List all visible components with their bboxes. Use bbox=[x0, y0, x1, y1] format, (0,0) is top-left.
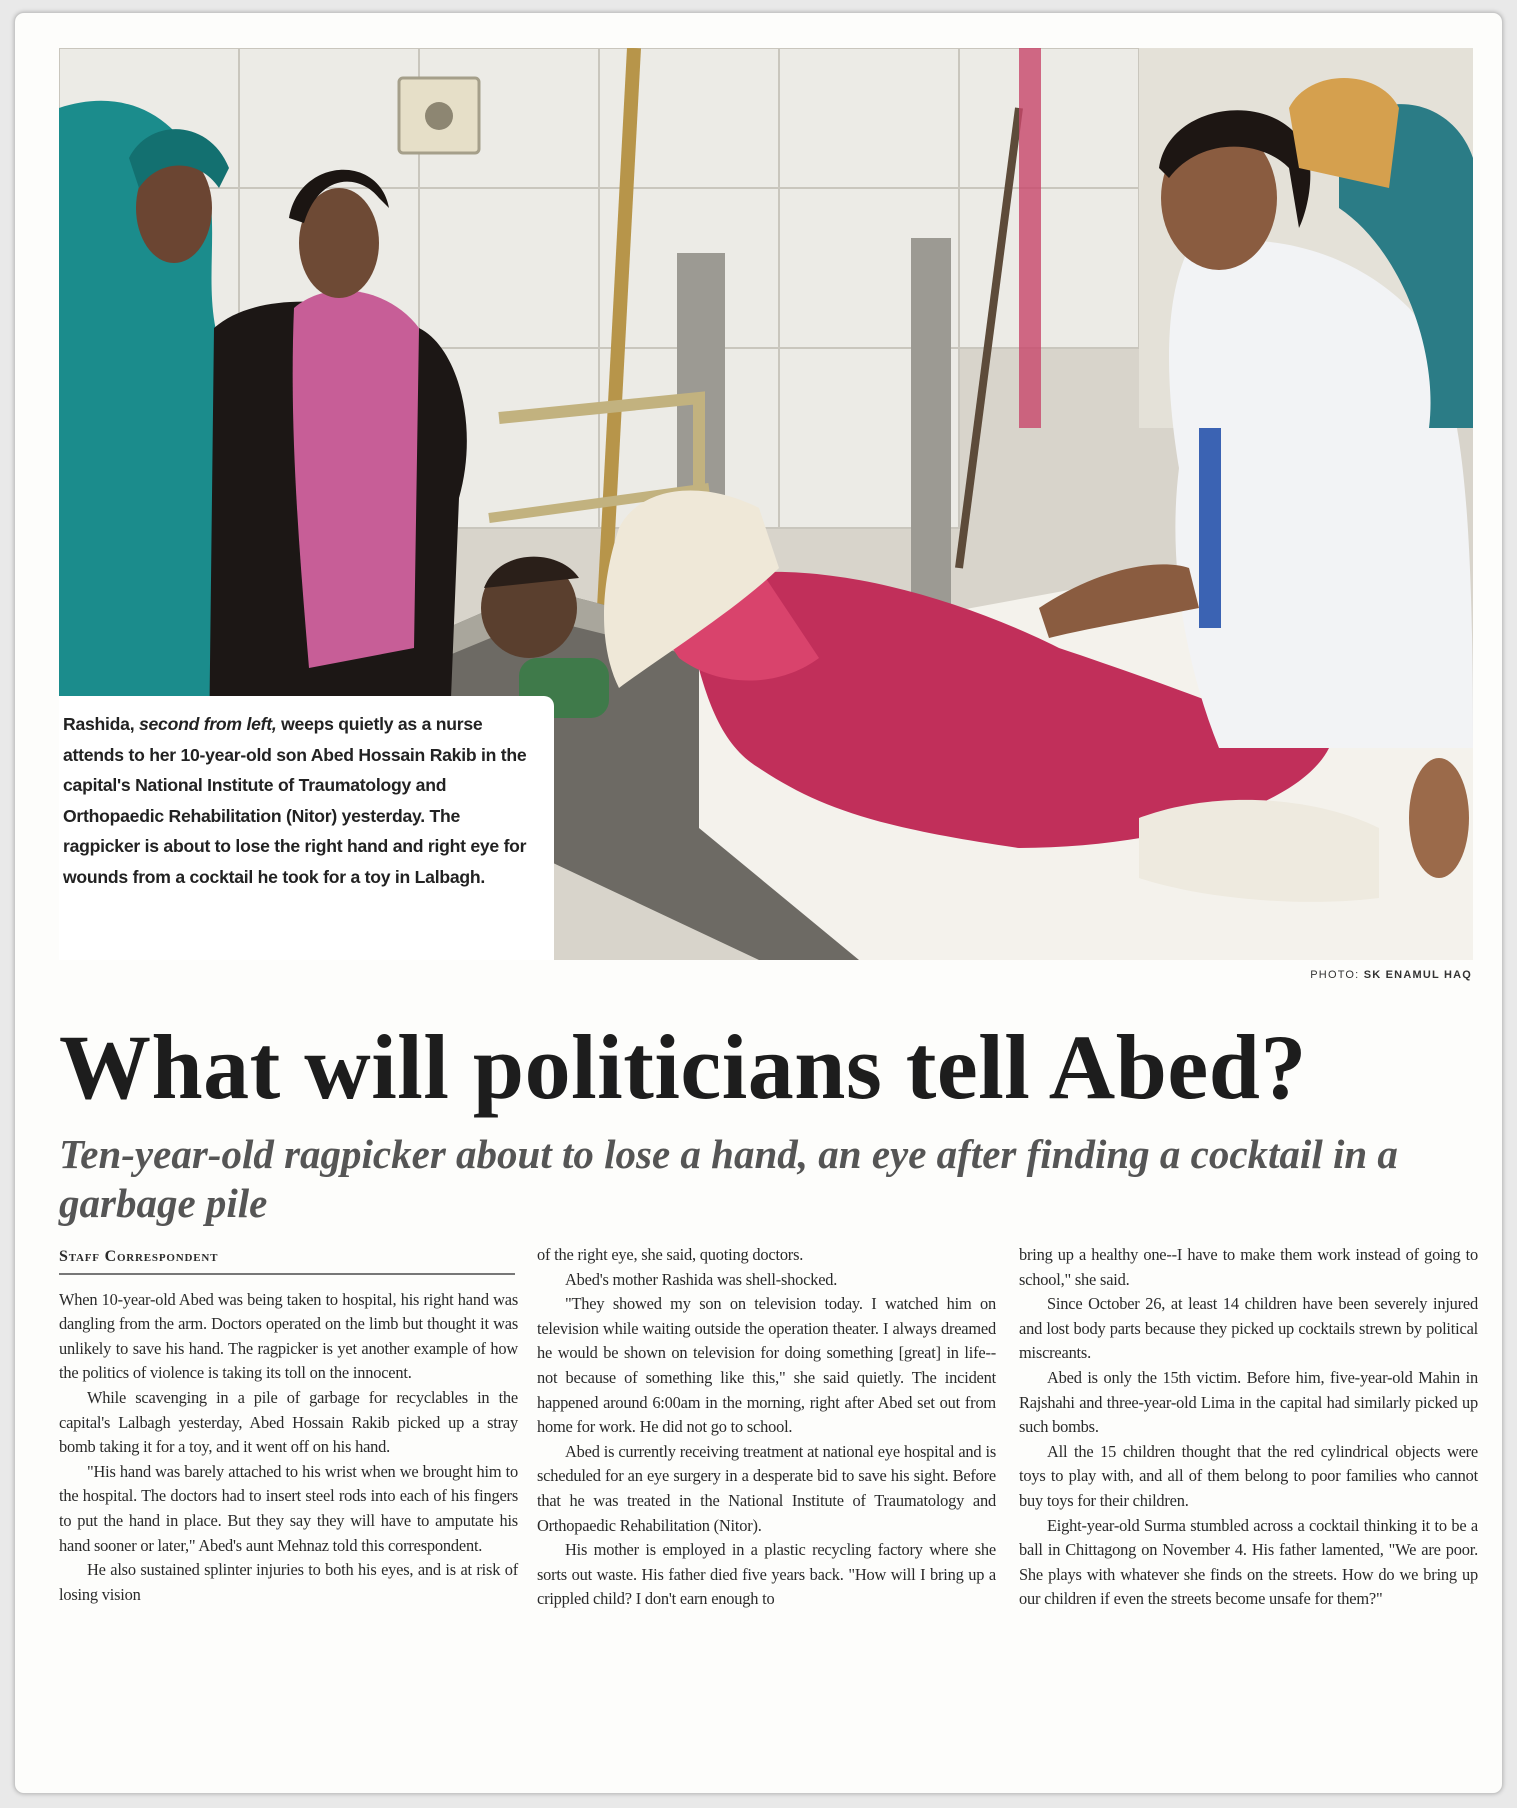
paragraph: of the right eye, she said, quoting doctors. bbox=[537, 1245, 804, 1264]
article-column-3 bbox=[1019, 1243, 1478, 1612]
paragraph: When 10-year-old Abed was being taken to hospital, his right hand was dangling from the arm. Doctors operated on the limb but thought it was unlikely to save his hand. The ragpicker is yet another example of how the politics of violence is taking its toll on the innocent. bbox=[59, 1289, 518, 1383]
paragraph: "His hand was barely attached to his wrist when we brought him to the hospital. The doctors had to insert steel rods into each of his fingers to put the hand in place. But they say they will have to amputate his hand sooner or later," Abed's aunt Mehnaz told this correspondent. bbox=[59, 1461, 518, 1555]
newspaper-page bbox=[14, 12, 1503, 1794]
paragraph: Abed is only the 15th victim. Before him, five-year-old Mahin in Rajshahi and three-year-old Lima in the capital had similarly picked up such bombs. bbox=[1019, 1367, 1478, 1437]
paragraph: His mother is employed in a plastic recycling factory where she sorts out waste. His father died five years back. "How will I bring up a crippled child? I don't earn enough to bbox=[537, 1540, 996, 1609]
photo-credit-name: SK ENAMUL HAQ bbox=[1363, 969, 1472, 981]
paragraph: Since October 26, at least 14 children have been severely injured and lost body parts because they picked up cocktails strewn by political miscreants. bbox=[1019, 1294, 1478, 1363]
caption-text: weeps quietly as a nurse attends to her 10-year-old son Abed Hossain Rakib in the capital's National Institute of Traumatology and Orthopaedic Rehabilitation (Nitor) yesterday. The ragpicker is about to lose the right hand and right eye for wounds from a cocktail he took for a toy in Lalbagh. bbox=[63, 714, 527, 887]
photo-caption bbox=[59, 696, 554, 960]
paragraph: bring up a healthy one--I have to make them work instead of going to school," she said. bbox=[1019, 1245, 1478, 1289]
caption-position-note: second from left, bbox=[138, 714, 277, 734]
article-column-2 bbox=[537, 1243, 996, 1612]
paragraph: He also sustained splinter injuries to both his eyes, and is at risk of losing vision bbox=[59, 1560, 518, 1604]
subhead: Ten-year-old ragpicker about to lose a hand, an eye after finding a cocktail in a garbage pile bbox=[59, 1131, 1398, 1226]
headline: What will politicians tell Abed? bbox=[59, 1016, 1307, 1118]
paragraph: Eight-year-old Surma stumbled across a cocktail thinking it to be a ball in Chittagong on November 4. His father lamented, "We are poor. She plays with whatever she finds on the streets. How do we bring up our children if even the streets become unsafe for them?" bbox=[1019, 1515, 1478, 1609]
paragraph: All the 15 children thought that the red cylindrical objects were toys to play with, and all of them belong to poor families who cannot buy toys for their children. bbox=[1019, 1441, 1478, 1510]
paragraph: Abed is currently receiving treatment at national eye hospital and is scheduled for an eye surgery in a desperate bid to save his sight. Before that he was treated in the National Institute of Traumatology and Orthopaedic Rehabilitation (Nitor). bbox=[537, 1441, 996, 1535]
photo-credit-prefix: PHOTO: bbox=[1310, 969, 1360, 981]
byline: Staff Correspondent bbox=[59, 1245, 515, 1275]
photo-credit bbox=[1310, 969, 1472, 981]
article-column-1 bbox=[59, 1245, 518, 1607]
paragraph: "They showed my son on television today. I watched him on television while waiting outside the operation theater. I always dreamed he would be shown on television for doing something [great] in life--not because of something like this," she said quietly. The incident happened around 6:00am in the morning, right after Abed set out from home for work. He did not go to school. bbox=[537, 1294, 996, 1437]
paragraph: Abed's mother Rashida was shell-shocked. bbox=[565, 1269, 838, 1289]
paragraph: While scavenging in a pile of garbage for recyclables in the capital's Lalbagh yesterday, Abed Hossain Rakib picked up a stray bomb taking it for a toy, and it went off on his hand. bbox=[59, 1387, 518, 1457]
caption-name: Rashida, bbox=[63, 714, 135, 734]
